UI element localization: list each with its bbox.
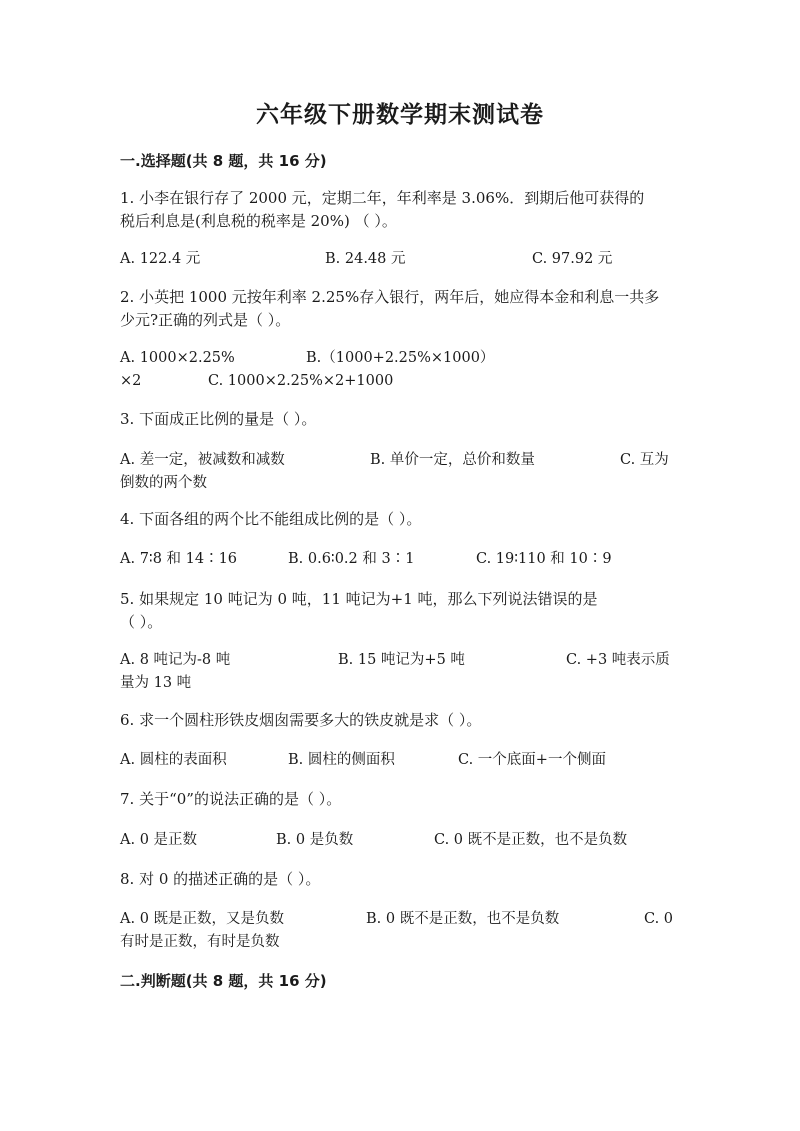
question-7 [120,788,690,811]
question-text: 税后利息是(利息税的税率是 20%) （ ）。 [120,212,397,230]
option-a: A. 0 既是正数，又是负数 [120,911,285,927]
option-c-continued: 量为 13 吨 [120,675,192,691]
section-heading-choice: 一.选择题(共 8 题，共 16 分) [120,152,327,170]
option-b: B. 0.6∶0.2 和 3∶1 [288,551,415,567]
option-c-continued: 有时是正数，有时是负数 [120,934,280,950]
section-heading-judgement: 二.判断题(共 8 题，共 16 分) [120,972,327,990]
option-c: C. 0 既不是正数，也不是负数 [434,832,628,848]
option-c-continued: 倒数的两个数 [120,475,207,491]
option-a: A. 0 是正数 [120,832,198,848]
question-2 [120,286,690,332]
question-text: 3. 下面成正比例的量是（ ）。 [120,410,317,428]
option-b: B. 15 吨记为+5 吨 [338,652,465,668]
option-c: C. 97.92 元 [532,251,613,267]
option-c: C. 一个底面+一个侧面 [458,752,606,768]
option-c: C. +3 吨表示质 [566,652,670,668]
option-b: B. 24.48 元 [325,251,406,267]
question-1 [120,187,690,233]
question-text: 8. 对 0 的描述正确的是（ ）。 [120,870,321,888]
option-a: A. 7∶8 和 14∶16 [120,551,238,567]
option-a: A. 8 吨记为-8 吨 [120,652,231,668]
option-b: B. 0 既不是正数，也不是负数 [366,911,560,927]
question-text: （ ）。 [120,613,163,631]
question-5 [120,588,690,634]
question-8 [120,868,690,891]
option-b: B. 单价一定，总价和数量 [370,452,535,468]
option-b: B.（1000+2.25%×1000） [306,350,495,366]
option-a: A. 1000×2.25% [120,350,235,366]
option-c: C. 19∶110 和 10∶9 [476,551,612,567]
question-text: 4. 下面各组的两个比不能组成比例的是（ ）。 [120,510,422,528]
question-text: 1. 小李在银行存了 2000 元，定期二年，年利率是 3.06%．到期后他可获得的 [120,189,645,207]
question-text: 7. 关于“0”的说法正确的是（ ）。 [120,790,342,808]
option-a: A. 122.4 元 [120,251,201,267]
question-4 [120,508,690,531]
question-text: 5. 如果规定 10 吨记为 0 吨，11 吨记为+1 吨，那么下列说法错误的是 [120,590,598,608]
option-b: B. 0 是负数 [276,832,354,848]
option-a: A. 圆柱的表面积 [120,752,227,768]
option-a: A. 差一定，被减数和减数 [120,452,285,468]
option-c: C. 1000×2.25%×2+1000 [208,373,394,389]
option-c: C. 0 [644,911,674,927]
question-text: 6. 求一个圆柱形铁皮烟囱需要多大的铁皮就是求（ ）。 [120,711,482,729]
question-text: 2. 小英把 1000 元按年利率 2.25%存入银行，两年后，她应得本金和利息一共多 [120,288,660,306]
option-b-continued: ×2 [120,373,142,389]
question-6 [120,709,690,732]
question-3 [120,408,690,431]
question-text: 少元?正确的列式是（ ）。 [120,311,291,329]
page-title: 六年级下册数学期末测试卷 [256,102,544,128]
option-b: B. 圆柱的侧面积 [288,752,395,768]
option-c: C. 互为 [620,452,669,468]
